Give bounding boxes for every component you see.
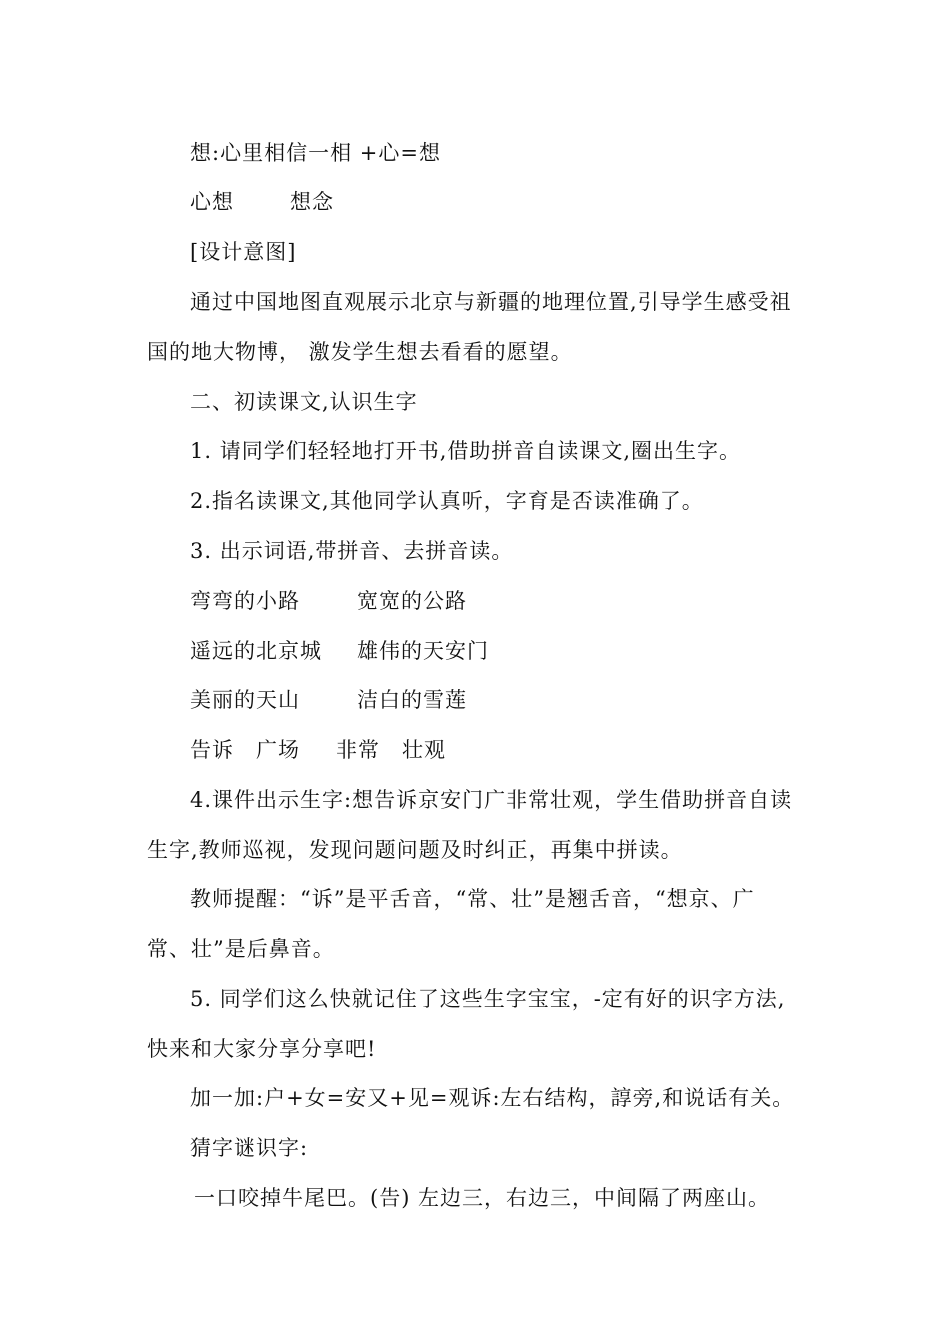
new-char-word: 壮观	[402, 738, 446, 762]
word-pair-row	[190, 188, 590, 216]
paragraph-line: 加一加:户+女=安又+见=观诉:左右结构，諄旁,和说话有关。	[190, 1086, 795, 1110]
word-pair-row	[190, 587, 690, 615]
paragraph-line: 想:心里相信一相 +心=想	[190, 141, 441, 165]
new-char-word: 广场	[256, 738, 300, 762]
new-char-word: 告诉	[190, 738, 234, 762]
paragraph-line: 教师提醒：“诉”是平舌音，“常、壮”是翘舌音，“想京、广	[190, 887, 755, 911]
new-char-word: 非常	[336, 738, 380, 762]
paragraph-line: 通过中国地图直观展示北京与新疆的地理位置,引导学生感受祖	[190, 290, 792, 314]
word: 洁白的雪莲	[357, 688, 467, 712]
paragraph-line: 一口咬掉牛尾巴。(告) 左边三，右边三，中间隔了两座山。	[194, 1186, 771, 1210]
word: 遥远的北京城	[190, 639, 322, 663]
section-heading: 二、初读课文,认识生字	[190, 390, 418, 414]
paragraph-line: 生字,教师巡视，发现问题问题及时纠正，再集中拼读。	[147, 838, 683, 862]
word-pair-row	[190, 686, 690, 714]
section-label: [设计意图]	[190, 240, 297, 264]
paragraph-line: 5. 同学们这么快就记住了这些生字宝宝，-定有好的识字方法,	[190, 987, 786, 1011]
word-pair-row	[190, 637, 690, 665]
paragraph-line: 2.指名读课文,其他同学认真听，字育是否读准确了。	[190, 489, 704, 513]
paragraph-line: 4.课件出示生字:想告诉京安门广非常壮观，学生借助拼音自读	[190, 788, 793, 812]
new-chars-row	[190, 736, 690, 764]
word: 宽宽的公路	[357, 589, 467, 613]
paragraph-line: 3. 出示词语,带拼音、去拼音读。	[190, 539, 514, 563]
paragraph-line: 猜字谜识字:	[190, 1136, 309, 1160]
word: 心想	[190, 190, 234, 214]
word: 想念	[290, 190, 334, 214]
word: 弯弯的小路	[190, 589, 300, 613]
paragraph-line: 常、壮”是后鼻音。	[147, 937, 335, 961]
paragraph-line: 国的地大物博， 激发学生想去看看的愿望。	[147, 340, 573, 364]
word: 美丽的天山	[190, 688, 300, 712]
word: 雄伟的天安门	[357, 639, 489, 663]
paragraph-line: 快来和大家分享分享吧!	[147, 1037, 377, 1061]
paragraph-line: 1. 请同学们轻轻地打开书,借助拼音自读课文,圈出生字。	[190, 439, 742, 463]
